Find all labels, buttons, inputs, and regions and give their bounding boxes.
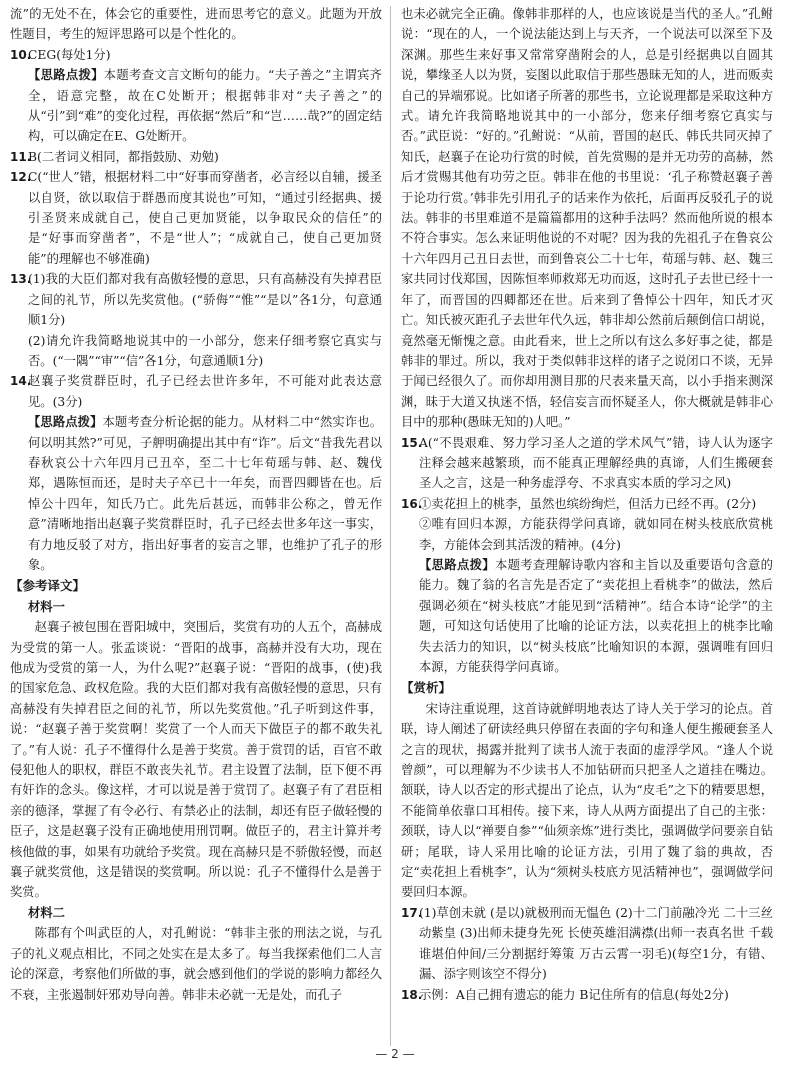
answer-text: C(“世人”错，根据材料二中“好事而穿凿者，必言经以自辅，援圣以自贤，欲以取信于群愚而度其说也”可知，“通过引经据典、援引圣贤来成就自己，使自己更加贤能，以争取民众的信任”的是“好事而穿凿者”，不是“世人”；“成就自己，使自己更加贤能”的理解也不够准确): [28, 170, 382, 266]
material-2-heading: 材料二: [28, 904, 65, 920]
column-divider: [390, 6, 391, 1046]
question-number: 17.: [401, 905, 423, 920]
question-number: 14.: [10, 374, 32, 389]
question-17: [401, 903, 773, 985]
question-11: [10, 147, 382, 167]
hint-text: 本题考查文言文断句的能力。“夫子善之”主谓宾齐全，语意完整，故在C处断开；根据韩非对“夫子善之”的从“引”到“难”的变化过程，再依据“然后”和“岂……哉?”的固定结构，可以确定在E、G处断开。: [28, 68, 382, 144]
answer-text: 示例：A自己拥有遗忘的能力 B记住所有的信息(每处2分): [419, 987, 729, 1002]
question-10: [10, 45, 382, 147]
question-number: 11.: [10, 149, 32, 164]
q9-continuation: 流”的无处不在，体会它的重要性，进而思考它的意义。此题为开放性题目，考生的短评思路可以是个性化的。: [10, 7, 382, 42]
hint-block: [419, 555, 773, 677]
hint-block: [28, 65, 382, 147]
material-1-heading: 材料一: [28, 598, 65, 614]
answer-text: (1)草创未就 (是以)就极刑而无愠色 (2)十二门前融冷光 二十三丝动紫皇 (3)出师未捷身先死 长使英雄泪满襟(出师一表真名世 千载谁堪伯仲间/三分割据纡筹策 万古云霄一羽毛)(每空1分，有错、漏、添字则该空不得分): [419, 905, 773, 982]
material-2-translation: 陈郡有个叫武臣的人，对孔鲋说：“韩非主张的刑法之说，与孔子的礼义观点相比，不同之处实在是太多了。每当我探索他们二人言论的深意，考察他们所做的事，就会感到他们的学说的影响力都经久不衰，主张遏制奸邪劝导向善。韩非未必就一无是处，而孔子: [10, 926, 382, 1002]
answer-part-2: (2)请允许我简略地说其中的一小部分，您来仔细考察它真实与否。(“一隅”“审”“信”各1分，句意通顺1分): [28, 333, 382, 368]
answer-part-1: ①卖花担上的桃李，虽然也缤纷绚烂，但活力已经不再。(2分): [419, 496, 757, 511]
right-column: [401, 4, 773, 1005]
appreciation-heading: 【赏析】: [401, 680, 452, 696]
question-15: [401, 433, 773, 494]
material-1-translation: 赵襄子被包围在晋阳城中，突围后，奖赏有功的人五个，高赫成为受赏的第一人。张孟谈说：“晋阳的战事，高赫并没有大功，现在他成为受赏的第一人，为什么呢?”赵襄子说：“晋阳的战事，(使)我的国家危急、政权危险。我的大臣们都对我有高傲轻慢的意思，只有高赫没有失掉君臣之间的礼节，所以先奖赏他。”孔子听到这件事，说：“赵襄子善于奖赏啊！奖赏了一个人而天下做臣子的都不敢失礼了。”有人说：孔子不懂得什么是善于奖赏。善于赏罚的话，百官不敢侵犯他人的职权，群臣不敢丧失礼节。君主设置了法制，臣下便不再有奸诈的念头。像这样，才可以说是善于赏罚了。赵襄子有了君臣相亲的德泽，掌握了有令必行、有禁必止的法制，却还有臣子做轻慢的臣子，这是赵襄子没有正确地使用刑罚啊。做臣子的，君主计算并考核他做的事，如果有功就给予奖赏。现在高赫只是不骄傲轻慢，而赵襄子就奖赏他，这是错误的奖赏啊。所以说：孔子不懂得什么是善于奖赏。: [10, 620, 382, 900]
question-16: [401, 494, 773, 678]
hint-block: [28, 412, 382, 575]
answer-text: CEG(每处1分): [28, 47, 111, 62]
question-number: 16.: [401, 496, 423, 511]
answer-text: A(“不畏艰难、努力学习圣人之道的学术风气”错，诗人认为逐字注释会越来越繁琐，而不能真正理解经典的真谛，人们生搬硬套圣人之言，这是一种务虚浮夸、不求真实本质的学习之风): [419, 435, 773, 491]
question-18: [401, 985, 773, 1005]
page-number: — 2 —: [375, 1047, 415, 1061]
question-number: 10.: [10, 47, 32, 62]
hint-label: 【思路点拨】: [419, 556, 495, 572]
hint-text: 本题考查理解诗歌内容和主旨以及重要语句含意的能力。魏了翁的名言先是否定了“卖花担上看桃李”的做法，然后强调必须在“树头枝底”才能见到“活精神”。结合本诗“论学”的主题，可知这句话使用了比喻的论证方法，以卖花担上的桃李比喻失去活力的知识，以“树头枝底”比喻知识的本源，强调唯有回归本源，方能获得学问真谛。: [419, 557, 773, 674]
question-number: 18.: [401, 987, 423, 1002]
question-number: 15.: [401, 435, 423, 450]
left-column: [10, 4, 382, 1005]
hint-label: 【思路点拨】: [28, 67, 104, 83]
answer-text: B(二者词义相同，都指鼓励、劝勉): [28, 149, 219, 164]
reference-translation-heading: 【参考译文】: [10, 578, 86, 594]
hint-text: 本题考查分析论据的能力。从材料二中“然实诈也。何以明其然?”可见，子舺明确提出其中有“诈”。后文“昔我先君以春秋哀公十六年四月已丑卒，至二十七年荀瑶与韩、赵、魏伐郑，遇陈恒而还，是时夫子卒已十一年矣，而晋四卿皆在也。后悼公十四年，知氏乃亡。此先后甚远，而韩非公称之，曾无作意”清晰地指出赵襄子奖赏群臣时，孔子已经去世多年这一事实，有力地反驳了对方，指出好事者的妄言之罪，也维护了孔子的形象。: [28, 415, 382, 572]
question-number: 12.: [10, 170, 32, 185]
question-number: 13.: [10, 272, 32, 287]
question-13: [10, 269, 382, 371]
answer-part-2: ②唯有回归本源，方能获得学问真谛，就如同在树头枝底欣赏桃李，方能体会到其活泼的精神。(4分): [419, 517, 773, 552]
hint-label: 【思路点拨】: [28, 414, 103, 430]
material-2-translation-continued: 也未必就完全正确。像韩非那样的人，也应该说是当代的圣人。”孔鲋说：“现在的人，一个说法能达到上与天齐，一个说法可以深至下及深渊。那些生来好事又常常穿凿附会的人，总是引经据典以自圆其说，攀缘圣人以为贤，妄图以此取信于那些愚昧无知的人，进而贩卖自己的异端邪说。比如诸子所著的那些书，立论说理都是采取这种方式。请允许我简略地说其中的一小部分，您来仔细考察它真实与否。”武臣说：“好的。”孔鲋说：“从前，晋国的赵氏、韩氏共同灭掉了知氏，赵襄子在论功行赏的时候，首先赏赐的是并无功劳的高赫，然后才赏赐其他有功劳之臣。韩非在他的书里说：‘孔子称赞赵襄子善于论功行赏。’韩非先引用孔子的话来作为依托，后面再反驳孔子的说法。韩非的书里难道不是篇篇都用的这种手法吗？然而他所说的根本不符合事实。怎么来证明他说的不对呢？因为我的先祖孔子在鲁哀公十六年四月己丑日去世，而到鲁哀公二十七年，荀瑶与韩、赵、魏三家共同讨伐郑国，因陈恒率师救郑无功而返，这时孔子去世已经十一年了，而晋国的四卿都还在世。后来到了鲁悼公十四年，知氏才灭亡。知氏被灭距孔子去世年代久远，韩非却公然前后颠倒信口胡说，竟然毫无惭愧之意。由此看来，世上之所以有这么多好事之徒，都是韩非的罪过。所以，我对于类似韩非这样的诸子之说闭口不谈，无异于闻已经很久了。而你却用测目那的尺表来量天高，以小手指来测深渊，昧于大道又执迷不悟，轻信妄言而怀疑圣人，你大概就是韩非心目中的那种(愚昧无知的)人吧。”: [401, 7, 773, 430]
question-14: [10, 371, 382, 575]
answer-text: 赵襄子奖赏群臣时，孔子已经去世许多年，不可能对此表达意见。(3分): [28, 374, 382, 409]
question-12: [10, 167, 382, 269]
answer-part-1: (1)我的大臣们都对我有高傲轻慢的意思，只有高赫没有失掉君臣之间的礼节，所以先奖赏他。(“骄侮”“惟”“是以”各1分，句意通顺1分): [28, 272, 382, 328]
appreciation-text: 宋诗注重说理，这首诗就鲜明地表达了诗人关于学习的论点。首联，诗人阐述了研读经典只停留在表面的字句和逢人便生搬硬套圣人之言的现状，揭露并批判了读书人流于表面的虚浮学风。“逢人个说曾颜”，可以理解为不少读书人不加钻研而只把圣人之道挂在嘴边。颔联，诗人以否定的形式提出了论点，认为“皮毛”之下的精要思想，不能简单依靠口耳相传。接下来，诗人从两方面提出了自己的主张：颈联，诗人以“禅要自参”“仙须亲炼”进行类比，强调做学问要亲自钻研；尾联，诗人采用比喻的论证方法，引用了魏了翁的典故，否定“卖花担上看桃李”，认为“须树头枝底方见活精神也”，强调做学问要回归本源。: [401, 701, 773, 900]
